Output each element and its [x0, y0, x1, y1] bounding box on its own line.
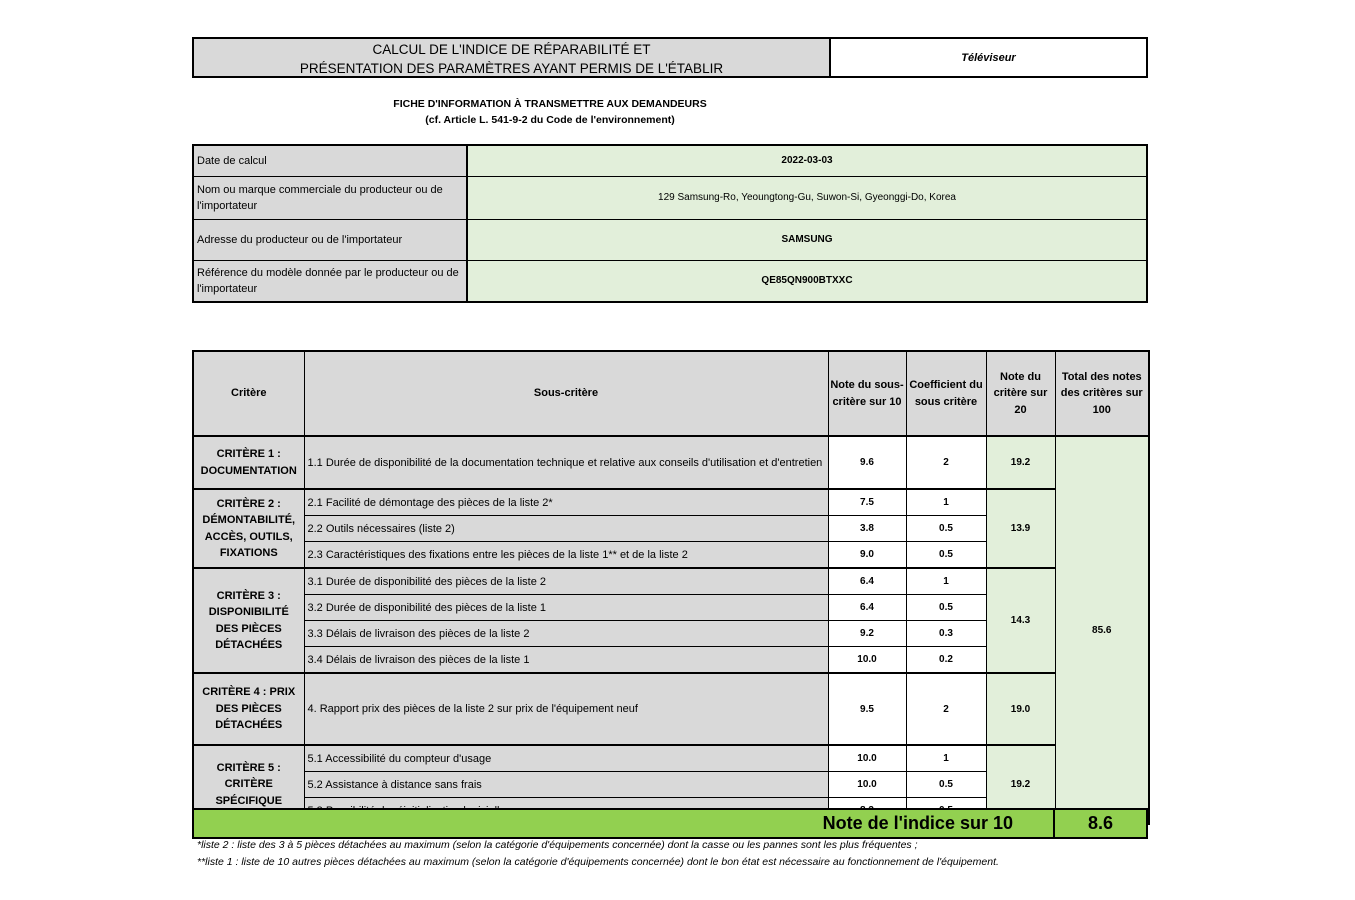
sub-criterion-coef: 0.2: [906, 647, 986, 674]
sub-criterion-label: 3.4 Délais de livraison des pièces de la liste 1: [304, 647, 828, 674]
table-row: [193, 568, 1149, 595]
sub-criterion-note: 10.0: [828, 745, 906, 772]
criterion-note: 14.3: [986, 568, 1055, 673]
criterion-note: 19.2: [986, 745, 1055, 824]
criterion-name: CRITÈRE 1 : DOCUMENTATION: [193, 436, 304, 489]
info-value: 129 Samsung-Ro, Yeoungtong-Gu, Suwon-Si, Gyeonggi-Do, Korea: [467, 176, 1147, 219]
footnote-liste-2: *liste 2 : liste des 3 à 5 pièces détachées au maximum (selon la catégorie d'équipements concernée) dont la casse ou les pannes sont les plus fréquentes ;: [197, 839, 918, 851]
sub-criterion-note: 9.6: [828, 436, 906, 489]
header-total: Total des notes des critères sur 100: [1055, 351, 1149, 436]
sub-criterion-note: 7.5: [828, 489, 906, 516]
footnote-liste-1: **liste 1 : liste de 10 autres pièces détachées au maximum (selon la catégorie d'équipements concernée) dont le bon état est nécessaire au fonctionnement de l'équipement.: [197, 856, 999, 868]
info-row-address: [193, 219, 1147, 260]
table-row: [193, 745, 1149, 772]
info-label: Adresse du producteur ou de l'importateur: [193, 219, 467, 260]
table-row: [193, 436, 1149, 489]
sub-criterion-label: 4. Rapport prix des pièces de la liste 2 sur prix de l'équipement neuf: [304, 673, 828, 745]
table-row: [193, 673, 1149, 745]
header-sous-critere: Sous-critère: [304, 351, 828, 436]
table-row: [193, 489, 1149, 516]
criterion-name: CRITÈRE 5 : CRITÈRE SPÉCIFIQUE: [193, 745, 304, 824]
subtitle-line-1: FICHE D'INFORMATION À TRANSMETTRE AUX DEMANDEURS: [393, 98, 707, 110]
sub-criterion-label: 3.2 Durée de disponibilité des pièces de la liste 1: [304, 595, 828, 621]
subtitle: [192, 96, 908, 128]
sub-criterion-coef: 0.5: [906, 595, 986, 621]
info-value: SAMSUNG: [467, 219, 1147, 260]
info-value: QE85QN900BTXXC: [467, 260, 1147, 302]
total-score: 85.6: [1055, 436, 1149, 824]
document-title: [194, 39, 831, 76]
sub-criterion-label: 2.2 Outils nécessaires (liste 2): [304, 516, 828, 542]
header-critere: Critère: [193, 351, 304, 436]
info-label: Date de calcul: [193, 145, 467, 176]
criterion-name: CRITÈRE 3 : DISPONIBILITÉ DES PIÈCES DÉTACHÉES: [193, 568, 304, 673]
info-value: 2022-03-03: [467, 145, 1147, 176]
title-line-1: CALCUL DE L'INDICE DE RÉPARABILITÉ ET: [372, 42, 651, 57]
sub-criterion-coef: 0.5: [906, 542, 986, 569]
header-note-sous: Note du sous-critère sur 10: [828, 351, 906, 436]
sub-criterion-note: 9.5: [828, 673, 906, 745]
info-label: Nom ou marque commerciale du producteur ou de l'importateur: [193, 176, 467, 219]
sub-criterion-label: 5.1 Accessibilité du compteur d'usage: [304, 745, 828, 772]
info-row-date: [193, 145, 1147, 176]
title-line-2: PRÉSENTATION DES PARAMÈTRES AYANT PERMIS DE L'ÉTABLIR: [299, 61, 724, 76]
criterion-name: CRITÈRE 4 : PRIX DES PIÈCES DÉTACHÉES: [193, 673, 304, 745]
sub-criterion-label: 2.3 Caractéristiques des fixations entre les pièces de la liste 1** et de la liste 2: [304, 542, 828, 569]
final-index-row: [192, 808, 1148, 839]
sub-criterion-coef: 1: [906, 489, 986, 516]
product-type: Téléviseur: [831, 39, 1146, 76]
info-row-reference: [193, 260, 1147, 302]
sub-criterion-label: 2.1 Facilité de démontage des pièces de la liste 2*: [304, 489, 828, 516]
header-coef: Coefficient du sous critère: [906, 351, 986, 436]
sub-criterion-coef: 2: [906, 436, 986, 489]
document-header: [192, 37, 1148, 78]
sub-criterion-note: 6.4: [828, 568, 906, 595]
sub-criterion-coef: 1: [906, 745, 986, 772]
header-note-crit: Note du critère sur 20: [986, 351, 1055, 436]
criterion-name: CRITÈRE 2 : DÉMONTABILITÉ, ACCÈS, OUTILS, FIXATIONS: [193, 489, 304, 568]
sub-criterion-coef: 0.3: [906, 621, 986, 647]
score-table: [192, 350, 1150, 825]
subtitle-line-2: (cf. Article L. 541-9-2 du Code de l'environnement): [425, 114, 675, 126]
info-label: Référence du modèle donnée par le producteur ou de l'importateur: [193, 260, 467, 302]
sub-criterion-note: 9.0: [828, 542, 906, 569]
sub-criterion-coef: 0.5: [906, 772, 986, 798]
sub-criterion-coef: 0.5: [906, 516, 986, 542]
sub-criterion-note: 10.0: [828, 772, 906, 798]
sub-criterion-label: 3.1 Durée de disponibilité des pièces de la liste 2: [304, 568, 828, 595]
sub-criterion-note: 6.4: [828, 595, 906, 621]
criterion-note: 19.2: [986, 436, 1055, 489]
criterion-note: 13.9: [986, 489, 1055, 568]
sub-criterion-note: 3.8: [828, 516, 906, 542]
final-index-value: 8.6: [1087, 813, 1114, 833]
sub-criterion-note: 9.2: [828, 621, 906, 647]
sub-criterion-label: 3.3 Délais de livraison des pièces de la liste 2: [304, 621, 828, 647]
table-header-row: [193, 351, 1149, 436]
sub-criterion-label: 5.2 Assistance à distance sans frais: [304, 772, 828, 798]
final-index-label: Note de l'indice sur 10: [194, 810, 1055, 837]
sub-criterion-label: 1.1 Durée de disponibilité de la documentation technique et relative aux conseils d'utilisation et d'entretien: [304, 436, 828, 489]
sub-criterion-note: 10.0: [828, 647, 906, 674]
sub-criterion-coef: 2: [906, 673, 986, 745]
info-table: [192, 144, 1148, 303]
criterion-note: 19.0: [986, 673, 1055, 745]
sub-criterion-coef: 1: [906, 568, 986, 595]
info-row-name: [193, 176, 1147, 219]
